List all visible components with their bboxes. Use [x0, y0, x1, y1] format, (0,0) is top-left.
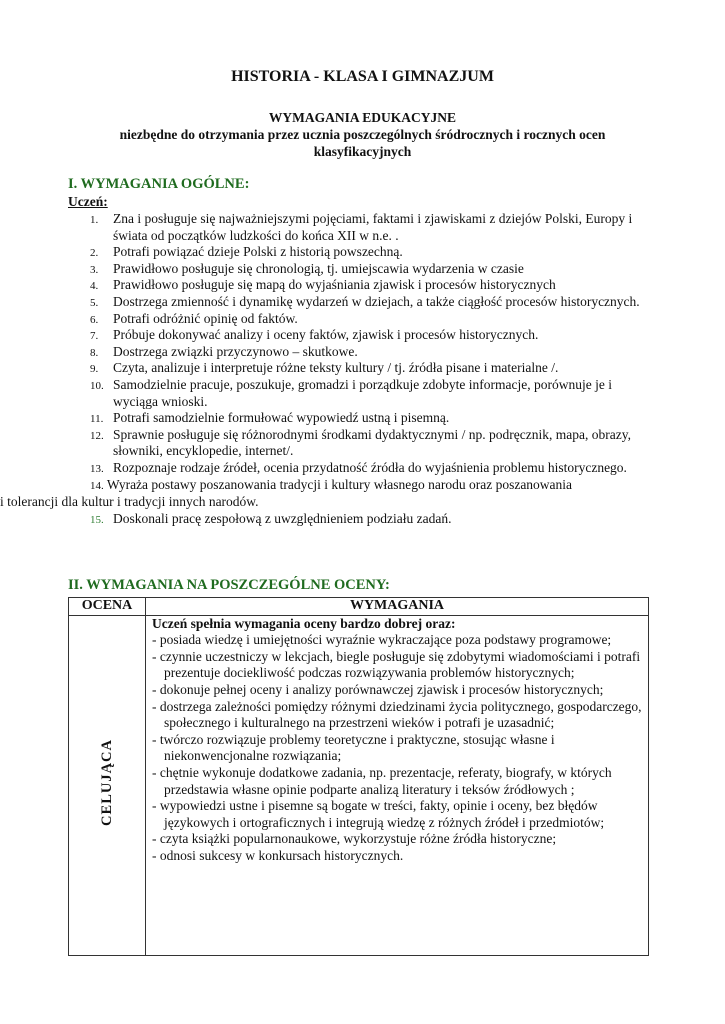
subtitle: WYMAGANIA EDUKACYJNE: [268, 110, 457, 125]
list-item: 10. Samodzielnie pracuje, poszukuje, gromadzi i porządkuje zdobyte informacje, porównuje je i wyciąga wnioski.: [90, 376, 612, 409]
list-item: 2. Potrafi powiązać dzieje Polski z historią powszechną.: [90, 244, 403, 260]
grade-cell: [69, 615, 146, 955]
grade-label: CELUJĄCA: [98, 739, 115, 827]
requirement-item: - wypowiedzi ustne i pisemne są bogate w treści, fakty, opinie i oceny, bez błędów językowych i ortograficznych i integrują wiedzę z różnych źródeł i przedmiotów;: [152, 798, 605, 830]
page-title: HISTORIA - KLASA I GIMNAZJUM: [231, 68, 494, 85]
list-item: 11. Potrafi samodzielnie formułować wypowiedź ustną i pisemną.: [90, 410, 450, 426]
requirement-item: - odnosi sukcesy w konkursach historycznych.: [152, 847, 404, 863]
list-item: 15. Doskonali pracę zespołową z uwzględnieniem podziału zadań.: [90, 510, 452, 526]
student-lead: Uczeń:: [68, 194, 108, 209]
list-item: 7. Próbuje dokonywać analizy i oceny faktów, zjawisk i procesów historycznych.: [90, 327, 539, 343]
grades-table: [68, 597, 649, 956]
section-heading-grades: II. WYMAGANIA NA POSZCZEGÓLNE OCENY:: [68, 577, 390, 593]
list-item: 9. Czyta, analizuje i interpretuje różne teksty kultury / tj. źródła pisane i materialne /.: [90, 360, 559, 376]
requirement-item: - czynnie uczestniczy w lekcjach, biegle posługuje się zdobytymi wiadomościami i potrafi prezentuje dociekliwość podczas rozwiązywania problemów historycznych;: [152, 648, 641, 681]
requirement-item: - posiada wiedzę i umiejętności wyraźnie wykraczające poza podstawy programowe;: [152, 632, 612, 648]
requirement-item: - dostrzega zależności pomiędzy różnymi dziedzinami życia politycznego, gospodarczego, społecznego i kulturalnego na przestrzeni wieków i potrafi je uzasadnić;: [152, 698, 642, 731]
section-heading-general: I. WYMAGANIA OGÓLNE:: [68, 176, 250, 192]
list-item: 3. Prawidłowo posługuje się chronologią, tj. umiejscawia wydarzenia w czasie: [90, 260, 524, 276]
list-item: 14. Wyraża postawy poszanowania tradycji i kultury własnego narodu oraz poszanowania i tolerancji dla kultur i tradycji innych narodów.: [0, 476, 573, 510]
requirement-item: - czyta książki popularnonaukowe, wykorzystuje różne źródła historyczne;: [152, 831, 557, 847]
general-requirements-list: [0, 211, 658, 527]
table-row: [69, 615, 649, 955]
subtitle-line-2: niezbędne do otrzymania przez ucznia poszczególnych śródrocznych i rocznych ocen: [119, 127, 606, 142]
list-item: 13. Rozpoznaje rodzaje źródeł, ocenia przydatność źródła do wyjaśnienia problemu historycznego.: [90, 459, 627, 475]
requirements-cell: [146, 615, 649, 955]
column-header-grade: OCENA: [69, 598, 146, 616]
list-item: 6. Potrafi odróżnić opinię od faktów.: [90, 310, 298, 326]
requirement-item: - twórczo rozwiązuje problemy teoretyczne i praktyczne, stosując własne i niekonwencjonalne rozwiązania;: [152, 731, 555, 764]
requirement-item: - dokonuje pełnej oceny i analizy porównawczej zjawisk i procesów historycznych;: [152, 681, 604, 697]
list-item: 1. Zna i posługuje się najważniejszymi pojęciami, faktami i zjawiskami z dziejów Polski, Europy i świata od początków ludzkości do końca XII w n.e. .: [90, 211, 633, 243]
requirements-lead: Uczeń spełnia wymagania oceny bardzo dobrej oraz:: [152, 615, 456, 631]
list-item: 4. Prawidłowo posługuje się mapą do wyjaśniania zjawisk i procesów historycznych: [90, 277, 556, 293]
table-header-row: [69, 598, 649, 616]
list-item: 8. Dostrzega związki przyczynowo – skutkowe.: [90, 343, 358, 359]
requirement-item: - chętnie wykonuje dodatkowe zadania, np. prezentacje, referaty, biografy, w których przedstawia własne opinie podparte analizą literatury i teksów źródłowych ;: [152, 764, 612, 797]
subtitle-line-3: klasyfikacyjnych: [313, 144, 412, 159]
list-item: 12. Sprawnie posługuje się różnorodnymi środkami dydaktycznymi / np. podręcznik, mapa, obrazy, słowniki, encyklopedie, internet/.: [90, 426, 631, 459]
column-header-requirements: WYMAGANIA: [146, 598, 649, 616]
list-item: 5. Dostrzega zmienność i dynamikę wydarzeń w dziejach, a także ciągłość procesów historycznych.: [90, 293, 640, 309]
